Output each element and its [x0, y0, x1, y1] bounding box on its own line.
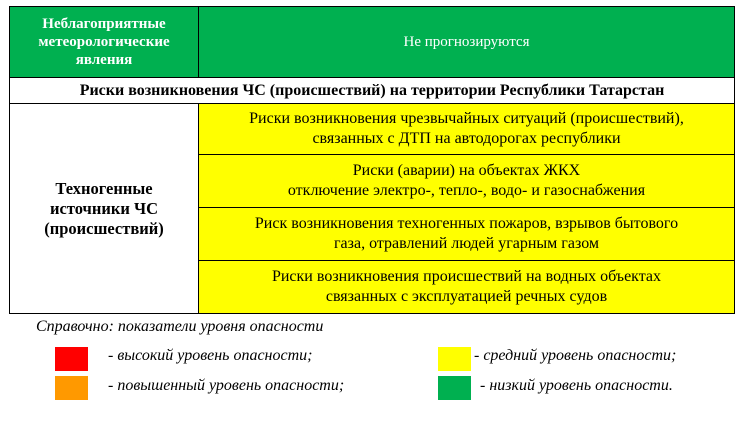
legend-text-elevated: - повышенный уровень опасности;	[108, 377, 345, 394]
legend-text-high: - высокий уровень опасности;	[108, 347, 313, 364]
legend-swatch-elevated	[55, 376, 88, 400]
risk-row-fires	[199, 208, 735, 261]
risk-line: Риск возникновения техногенных пожаров, взрывов бытового	[254, 215, 679, 232]
risk-table	[9, 6, 735, 314]
legend-text-low: - низкий уровень опасности.	[480, 377, 673, 394]
legend-swatch-medium	[438, 347, 471, 371]
legend-title: Справочно: показатели уровня опасности	[36, 318, 324, 335]
header-phenomena-label: Неблагоприятные метеорологические явления	[10, 7, 199, 78]
legend-text-medium: - средний уровень опасности;	[474, 347, 677, 364]
risk-row-water	[199, 261, 735, 314]
risk-row-utilities	[199, 155, 735, 208]
risk-line: отключение электро-, тепло-, водо- и газоснабжения	[287, 182, 646, 199]
risk-line: Риски возникновения чрезвычайных ситуаций (происшествий),	[249, 110, 684, 127]
technogenic-sources-label	[10, 104, 199, 314]
technogenic-sources-text: Техногенные источники ЧС (происшествий)	[44, 178, 164, 238]
risk-line: Риски (аварии) на объектах ЖКХ	[352, 162, 581, 179]
risk-line: Риски возникновения происшествий на водных объектах	[271, 268, 662, 285]
risk-line: газа, отравлений людей угарным газом	[333, 235, 600, 252]
legend-swatch-low	[438, 376, 471, 400]
risk-line: связанных с ДТП на автодорогах республики	[312, 130, 621, 147]
risk-row-traffic	[199, 104, 735, 155]
risk-line: связанных с эксплуатацией речных судов	[325, 288, 608, 305]
risk-section-title: Риски возникновения ЧС (происшествий) на территории Республики Татарстан	[10, 78, 735, 104]
header-forecast-value: Не прогнозируются	[199, 7, 735, 78]
legend-swatch-high	[55, 347, 88, 371]
